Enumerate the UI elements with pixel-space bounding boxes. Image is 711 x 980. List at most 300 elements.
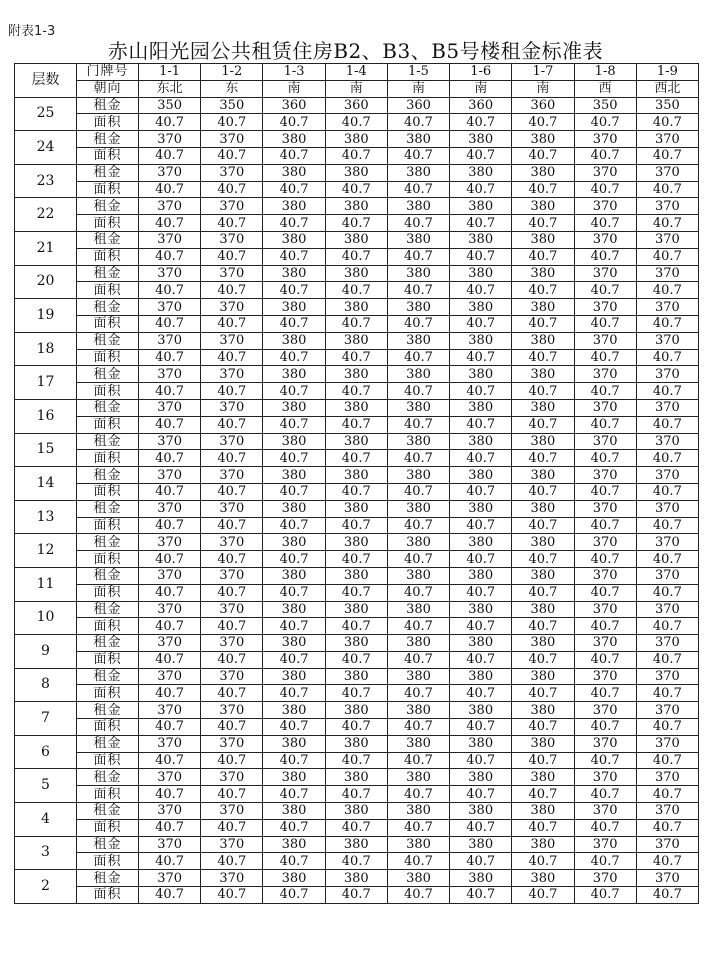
rent-cell: 380 (450, 467, 512, 484)
area-cell: 40.7 (201, 349, 263, 366)
rent-row (15, 332, 699, 349)
area-cell: 40.7 (387, 416, 449, 433)
rent-cell: 370 (201, 500, 263, 517)
area-label: 面积 (77, 349, 139, 366)
rent-label: 租金 (77, 601, 139, 618)
rent-cell: 370 (201, 635, 263, 652)
area-cell: 40.7 (139, 853, 201, 870)
floor-number: 25 (15, 97, 77, 131)
area-row (15, 147, 699, 164)
rent-cell: 380 (387, 803, 449, 820)
area-cell: 40.7 (450, 483, 512, 500)
floor-number: 16 (15, 399, 77, 433)
rent-cell: 380 (512, 534, 574, 551)
rent-cell: 380 (263, 433, 325, 450)
area-row (15, 752, 699, 769)
area-cell: 40.7 (201, 618, 263, 635)
rent-cell: 380 (387, 131, 449, 148)
area-cell: 40.7 (450, 114, 512, 131)
rent-cell: 380 (325, 635, 387, 652)
area-cell: 40.7 (450, 551, 512, 568)
area-cell: 40.7 (201, 651, 263, 668)
document-title: 赤山阳光园公共租赁住房B2、B3、B5号楼租金标准表 (107, 39, 604, 63)
rent-cell: 380 (263, 534, 325, 551)
rent-cell: 380 (325, 803, 387, 820)
area-cell: 40.7 (636, 282, 698, 299)
area-cell: 40.7 (450, 248, 512, 265)
rent-cell: 370 (201, 567, 263, 584)
rent-row (15, 467, 699, 484)
area-cell: 40.7 (636, 450, 698, 467)
area-cell: 40.7 (574, 719, 636, 736)
floor-number: 22 (15, 198, 77, 232)
area-cell: 40.7 (512, 517, 574, 534)
rent-row (15, 198, 699, 215)
rent-cell: 380 (263, 635, 325, 652)
floor-number: 6 (15, 735, 77, 769)
rent-cell: 380 (450, 534, 512, 551)
area-label: 面积 (77, 315, 139, 332)
rent-cell: 370 (636, 803, 698, 820)
area-row (15, 584, 699, 601)
rent-cell: 380 (387, 769, 449, 786)
area-cell: 40.7 (574, 517, 636, 534)
orientation-cell: 西 (574, 80, 636, 97)
rent-cell: 380 (450, 769, 512, 786)
area-cell: 40.7 (636, 248, 698, 265)
rent-cell: 380 (325, 299, 387, 316)
rent-cell: 380 (325, 735, 387, 752)
area-cell: 40.7 (450, 181, 512, 198)
rent-cell: 380 (450, 836, 512, 853)
rent-cell: 380 (325, 399, 387, 416)
rent-cell: 350 (636, 97, 698, 114)
rent-cell: 380 (387, 332, 449, 349)
area-cell: 40.7 (201, 719, 263, 736)
rent-cell: 370 (139, 299, 201, 316)
orientation-row (15, 80, 699, 97)
area-cell: 40.7 (387, 114, 449, 131)
rent-row (15, 567, 699, 584)
area-cell: 40.7 (450, 819, 512, 836)
rent-label: 租金 (77, 399, 139, 416)
area-cell: 40.7 (263, 618, 325, 635)
area-cell: 40.7 (450, 887, 512, 904)
area-cell: 40.7 (325, 517, 387, 534)
rent-cell: 370 (574, 467, 636, 484)
rent-cell: 370 (139, 735, 201, 752)
area-cell: 40.7 (263, 786, 325, 803)
area-cell: 40.7 (574, 450, 636, 467)
area-label: 面积 (77, 215, 139, 232)
area-cell: 40.7 (450, 618, 512, 635)
area-cell: 40.7 (387, 181, 449, 198)
attachment-label: 附表1-3 (8, 24, 56, 39)
rent-cell: 370 (636, 265, 698, 282)
rent-cell: 370 (139, 567, 201, 584)
area-cell: 40.7 (387, 719, 449, 736)
rent-cell: 380 (263, 836, 325, 853)
area-cell: 40.7 (201, 416, 263, 433)
area-cell: 40.7 (263, 282, 325, 299)
area-cell: 40.7 (636, 819, 698, 836)
area-cell: 40.7 (263, 181, 325, 198)
rent-cell: 380 (450, 500, 512, 517)
area-cell: 40.7 (450, 282, 512, 299)
unit-header-row (15, 64, 699, 81)
rent-cell: 370 (574, 735, 636, 752)
area-cell: 40.7 (201, 483, 263, 500)
area-cell: 40.7 (574, 114, 636, 131)
rent-cell: 370 (636, 467, 698, 484)
rent-row (15, 231, 699, 248)
rent-cell: 380 (387, 164, 449, 181)
area-cell: 40.7 (325, 248, 387, 265)
rent-label: 租金 (77, 332, 139, 349)
area-cell: 40.7 (139, 383, 201, 400)
rent-cell: 380 (263, 870, 325, 887)
rent-cell: 350 (574, 97, 636, 114)
area-label: 面积 (77, 786, 139, 803)
rent-cell: 380 (512, 870, 574, 887)
rent-label: 租金 (77, 836, 139, 853)
area-row (15, 383, 699, 400)
area-cell: 40.7 (387, 819, 449, 836)
area-cell: 40.7 (201, 853, 263, 870)
area-cell: 40.7 (387, 584, 449, 601)
orientation-cell: 东 (201, 80, 263, 97)
area-cell: 40.7 (574, 282, 636, 299)
unit-number: 1-7 (512, 64, 574, 81)
rent-cell: 370 (636, 164, 698, 181)
rent-cell: 380 (263, 500, 325, 517)
rent-cell: 380 (263, 366, 325, 383)
area-cell: 40.7 (450, 853, 512, 870)
unit-number: 1-3 (263, 64, 325, 81)
area-cell: 40.7 (512, 147, 574, 164)
unit-number: 1-9 (636, 64, 698, 81)
floor-number: 5 (15, 769, 77, 803)
rent-row (15, 735, 699, 752)
rent-row (15, 635, 699, 652)
rent-cell: 370 (201, 399, 263, 416)
rent-cell: 370 (139, 870, 201, 887)
floor-number: 17 (15, 366, 77, 400)
rent-cell: 380 (263, 735, 325, 752)
rent-cell: 380 (512, 332, 574, 349)
area-cell: 40.7 (636, 315, 698, 332)
rent-cell: 380 (263, 332, 325, 349)
rent-row (15, 500, 699, 517)
area-row (15, 853, 699, 870)
rent-cell: 380 (325, 198, 387, 215)
rent-cell: 380 (387, 870, 449, 887)
floor-number: 23 (15, 164, 77, 198)
area-cell: 40.7 (325, 685, 387, 702)
rent-cell: 380 (512, 567, 574, 584)
rent-cell: 370 (574, 164, 636, 181)
rent-cell: 370 (201, 668, 263, 685)
rent-cell: 380 (263, 231, 325, 248)
rent-cell: 370 (201, 332, 263, 349)
area-label: 面积 (77, 584, 139, 601)
rent-cell: 380 (263, 299, 325, 316)
rent-cell: 370 (574, 769, 636, 786)
floor-number: 13 (15, 500, 77, 534)
rent-cell: 370 (636, 567, 698, 584)
area-cell: 40.7 (512, 618, 574, 635)
area-cell: 40.7 (512, 450, 574, 467)
rent-cell: 370 (201, 534, 263, 551)
rent-cell: 380 (387, 366, 449, 383)
area-cell: 40.7 (139, 315, 201, 332)
area-cell: 40.7 (387, 315, 449, 332)
rent-cell: 380 (450, 164, 512, 181)
area-cell: 40.7 (512, 819, 574, 836)
rent-cell: 380 (263, 601, 325, 618)
area-cell: 40.7 (325, 181, 387, 198)
rent-cell: 370 (139, 803, 201, 820)
area-cell: 40.7 (387, 349, 449, 366)
area-cell: 40.7 (139, 248, 201, 265)
rent-cell: 370 (201, 870, 263, 887)
rent-cell: 370 (139, 769, 201, 786)
area-cell: 40.7 (636, 752, 698, 769)
rent-cell: 380 (512, 668, 574, 685)
rent-label: 租金 (77, 198, 139, 215)
rent-cell: 380 (387, 399, 449, 416)
rent-row (15, 601, 699, 618)
area-cell: 40.7 (139, 483, 201, 500)
rent-cell: 370 (201, 231, 263, 248)
area-cell: 40.7 (139, 752, 201, 769)
rent-cell: 380 (512, 231, 574, 248)
area-row (15, 450, 699, 467)
area-cell: 40.7 (263, 584, 325, 601)
area-row (15, 887, 699, 904)
area-cell: 40.7 (636, 483, 698, 500)
area-cell: 40.7 (450, 719, 512, 736)
rent-cell: 380 (325, 601, 387, 618)
area-row (15, 685, 699, 702)
area-cell: 40.7 (325, 315, 387, 332)
rent-cell: 370 (636, 735, 698, 752)
area-row (15, 483, 699, 500)
rent-cell: 370 (201, 265, 263, 282)
area-cell: 40.7 (636, 551, 698, 568)
area-cell: 40.7 (512, 215, 574, 232)
area-cell: 40.7 (325, 719, 387, 736)
area-cell: 40.7 (139, 282, 201, 299)
rent-cell: 370 (139, 635, 201, 652)
floor-number: 15 (15, 433, 77, 467)
area-cell: 40.7 (139, 819, 201, 836)
area-cell: 40.7 (325, 147, 387, 164)
area-cell: 40.7 (201, 819, 263, 836)
area-cell: 40.7 (574, 752, 636, 769)
rent-cell: 370 (574, 500, 636, 517)
area-row (15, 786, 699, 803)
area-cell: 40.7 (636, 114, 698, 131)
rent-cell: 370 (636, 366, 698, 383)
area-cell: 40.7 (325, 786, 387, 803)
area-cell: 40.7 (139, 685, 201, 702)
area-label: 面积 (77, 181, 139, 198)
rent-cell: 380 (325, 769, 387, 786)
rent-cell: 370 (139, 601, 201, 618)
rent-cell: 380 (450, 198, 512, 215)
rent-cell: 370 (139, 164, 201, 181)
floor-number: 7 (15, 702, 77, 736)
orientation-cell: 西北 (636, 80, 698, 97)
rent-label: 租金 (77, 534, 139, 551)
rent-cell: 380 (450, 265, 512, 282)
area-row (15, 651, 699, 668)
area-label: 面积 (77, 618, 139, 635)
rent-label: 租金 (77, 567, 139, 584)
area-cell: 40.7 (450, 349, 512, 366)
rent-cell: 370 (201, 836, 263, 853)
rent-cell: 380 (512, 366, 574, 383)
area-cell: 40.7 (387, 786, 449, 803)
area-cell: 40.7 (574, 483, 636, 500)
area-cell: 40.7 (263, 483, 325, 500)
rent-cell: 370 (636, 601, 698, 618)
unit-number: 1-1 (139, 64, 201, 81)
area-label: 面积 (77, 752, 139, 769)
area-cell: 40.7 (325, 752, 387, 769)
rent-cell: 370 (139, 836, 201, 853)
rent-cell: 380 (450, 702, 512, 719)
rent-standard-table (14, 63, 699, 904)
area-cell: 40.7 (636, 719, 698, 736)
rent-label: 租金 (77, 97, 139, 114)
floor-number: 11 (15, 567, 77, 601)
unit-column-header: 门牌号 (77, 64, 139, 81)
area-cell: 40.7 (139, 349, 201, 366)
rent-cell: 380 (325, 131, 387, 148)
area-cell: 40.7 (512, 416, 574, 433)
rent-cell: 380 (450, 668, 512, 685)
rent-cell: 380 (387, 735, 449, 752)
area-cell: 40.7 (263, 147, 325, 164)
rent-cell: 380 (325, 567, 387, 584)
rent-cell: 380 (387, 433, 449, 450)
rent-cell: 380 (263, 769, 325, 786)
area-label: 面积 (77, 551, 139, 568)
area-cell: 40.7 (450, 215, 512, 232)
area-cell: 40.7 (139, 584, 201, 601)
rent-row (15, 131, 699, 148)
rent-cell: 370 (574, 567, 636, 584)
area-cell: 40.7 (387, 147, 449, 164)
area-cell: 40.7 (263, 215, 325, 232)
area-cell: 40.7 (512, 349, 574, 366)
rent-cell: 370 (574, 198, 636, 215)
rent-cell: 370 (574, 231, 636, 248)
rent-cell: 370 (139, 500, 201, 517)
rent-cell: 380 (512, 399, 574, 416)
area-cell: 40.7 (636, 584, 698, 601)
rent-cell: 370 (574, 399, 636, 416)
area-cell: 40.7 (387, 517, 449, 534)
rent-cell: 380 (512, 635, 574, 652)
area-label: 面积 (77, 819, 139, 836)
area-cell: 40.7 (574, 819, 636, 836)
rent-cell: 380 (387, 601, 449, 618)
area-cell: 40.7 (574, 584, 636, 601)
unit-number: 1-4 (325, 64, 387, 81)
rent-cell: 370 (201, 803, 263, 820)
area-cell: 40.7 (636, 651, 698, 668)
rent-cell: 370 (201, 131, 263, 148)
rent-cell: 370 (574, 131, 636, 148)
area-cell: 40.7 (325, 551, 387, 568)
rent-label: 租金 (77, 500, 139, 517)
orientation-cell: 南 (263, 80, 325, 97)
rent-row (15, 299, 699, 316)
area-cell: 40.7 (201, 887, 263, 904)
area-cell: 40.7 (201, 685, 263, 702)
area-cell: 40.7 (450, 685, 512, 702)
area-label: 面积 (77, 416, 139, 433)
area-cell: 40.7 (512, 786, 574, 803)
rent-cell: 380 (512, 702, 574, 719)
area-cell: 40.7 (387, 450, 449, 467)
rent-cell: 380 (387, 265, 449, 282)
rent-cell: 370 (574, 265, 636, 282)
area-row (15, 315, 699, 332)
rent-cell: 370 (139, 534, 201, 551)
area-cell: 40.7 (263, 719, 325, 736)
rent-cell: 370 (636, 131, 698, 148)
area-cell: 40.7 (512, 181, 574, 198)
rent-cell: 380 (263, 399, 325, 416)
area-label: 面积 (77, 248, 139, 265)
rent-cell: 380 (325, 702, 387, 719)
rent-cell: 380 (325, 534, 387, 551)
floor-number: 3 (15, 836, 77, 870)
rent-label: 租金 (77, 635, 139, 652)
area-cell: 40.7 (512, 752, 574, 769)
rent-cell: 370 (636, 198, 698, 215)
rent-row (15, 870, 699, 887)
area-cell: 40.7 (450, 786, 512, 803)
floor-number: 9 (15, 635, 77, 669)
floor-number: 8 (15, 668, 77, 702)
area-cell: 40.7 (636, 887, 698, 904)
rent-cell: 380 (512, 769, 574, 786)
area-cell: 40.7 (512, 483, 574, 500)
rent-cell: 370 (574, 299, 636, 316)
rent-row (15, 803, 699, 820)
floor-number: 18 (15, 332, 77, 366)
area-row (15, 517, 699, 534)
area-cell: 40.7 (325, 349, 387, 366)
floor-number: 4 (15, 803, 77, 837)
floor-number: 2 (15, 870, 77, 904)
floor-number: 19 (15, 299, 77, 333)
rent-cell: 380 (450, 803, 512, 820)
area-cell: 40.7 (387, 853, 449, 870)
rent-cell: 370 (201, 299, 263, 316)
area-cell: 40.7 (512, 651, 574, 668)
floor-number: 14 (15, 467, 77, 501)
orientation-cell: 南 (450, 80, 512, 97)
rent-cell: 370 (574, 702, 636, 719)
rent-cell: 360 (325, 97, 387, 114)
area-cell: 40.7 (387, 483, 449, 500)
